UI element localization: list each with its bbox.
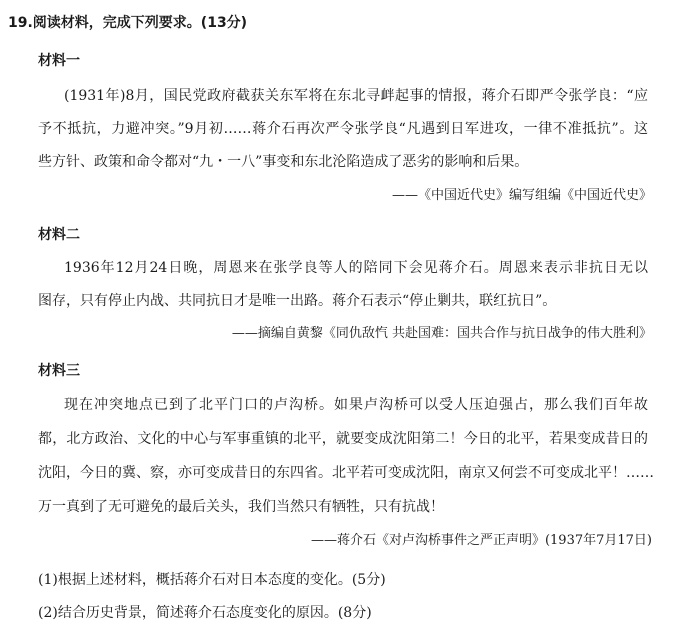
material-2-line-2: 图存，只有停止内战、共同抗日才是唯一出路。蒋介石表示“停止剿共，联红抗日”。 (38, 293, 557, 309)
material-3-line-1: 现在冲突地点已到了北平门口的卢沟桥。如果卢沟桥可以受人压迫强占，那么我们百年故 (64, 397, 648, 413)
material-1-line-1: (1931年)8月，国民党政府截获关东军将在东北寻衅起事的情报，蒋介石即严令张学良：“应 (64, 88, 648, 104)
material-1-line-2: 予不抵抗，力避冲突。”9月初……蒋介石再次严令张学良“凡遇到日军进攻，一律不准抵抗”。这 (38, 121, 648, 137)
material-1-title: 材料一 (38, 53, 80, 69)
material-1-source: ——《中国近代史》编写组编《中国近代史》 (391, 188, 652, 203)
material-3-line-4: 万一真到了无可避免的最后关头，我们当然只有牺牲，只有抗战！ (38, 499, 444, 515)
question-header: 19.阅读材料，完成下列要求。(13分) (8, 15, 248, 31)
material-3-title: 材料三 (38, 363, 80, 379)
material-3-source: ——蒋介石《对卢沟桥事件之严正声明》(1937年7月17日) (310, 533, 652, 548)
material-2-source: ——摘编自黄黎《同仇敌忾 共赴国难：国共合作与抗日战争的伟大胜利》 (231, 326, 652, 341)
material-1-line-3: 些方针、政策和命令都对“九・一八”事变和东北沦陷造成了恶劣的影响和后果。 (38, 154, 529, 170)
material-3-line-2: 都，北方政治、文化的中心与军事重镇的北平，就要变成沈阳第二！今日的北平，若果变成昔日的 (38, 431, 648, 447)
material-2-line-1: 1936年12月24日晚，周恩来在张学良等人的陪同下会见蒋介石。周恩来表示非抗日无以 (64, 260, 648, 276)
task-2: (2)结合历史背景，简述蒋介石态度变化的原因。(8分) (38, 605, 372, 621)
task-1: (1)根据上述材料，概括蒋介石对日本态度的变化。(5分) (38, 572, 386, 588)
material-2-title: 材料二 (38, 227, 80, 243)
material-3-line-3: 沈阳，今日的冀、察，亦可变成昔日的东四省。北平若可变成沈阳，南京又何尝不可变成北平！…… (38, 465, 654, 481)
